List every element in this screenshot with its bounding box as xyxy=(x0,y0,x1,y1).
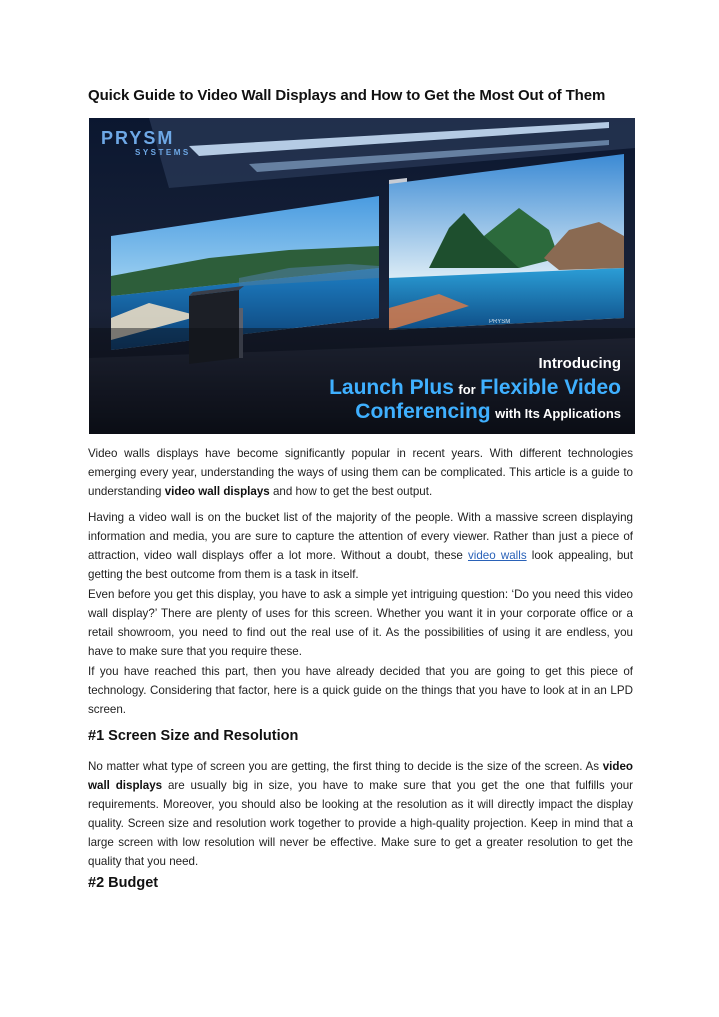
paragraph-bucket-list xyxy=(88,508,633,584)
promo-line-2 xyxy=(329,400,621,424)
prysm-logo xyxy=(101,128,191,157)
paragraph-quick-guide: If you have reached this part, then you have already decided that you are going to get this piece of technology. Considering that factor, here is a quick guide on the things that you have to look at in an LPD screen. xyxy=(88,665,633,716)
heading-budget: #2 Budget xyxy=(88,875,159,891)
paragraph-question: Even before you get this display, you have to ask a simple yet intriguing question: ‘Do you need this video wall display?’ There are plenty of uses for this screen. Whether you want it in your corporate office or a retail showroom, you need to find out the real use of it. As the possibilities of using it are endless, you have to make sure that you require these. xyxy=(88,588,633,658)
wall-watermark: PRYSM xyxy=(489,319,511,325)
promo-flexible-video: Flexible Video xyxy=(480,376,621,399)
promo-line-1 xyxy=(329,376,621,400)
document-title: Quick Guide to Video Wall Displays and How to Get the Most Out of Them xyxy=(88,87,606,104)
hero-image xyxy=(89,118,635,434)
paragraph-intro xyxy=(88,444,633,501)
logo-sub-text: SYSTEMS xyxy=(135,148,191,157)
promo-with-applications: with Its Applications xyxy=(495,406,621,421)
p1-bold-keyword: video wall displays xyxy=(164,485,270,498)
p1-text-1: Video walls displays have become significantly popular in recent years. With different technologies emerging every year, understanding the ways of using them can be complicated. This article is a guide to understanding xyxy=(88,447,633,498)
video-walls-link[interactable]: video walls xyxy=(467,549,527,562)
promo-intro: Introducing xyxy=(538,355,621,372)
promo-for: for xyxy=(458,382,476,397)
logo-main-text: PRYSM xyxy=(101,128,175,148)
p2-text-1: Having a video wall is on the bucket list of the majority of the people. With a massive screen displaying information and media, you are sure to capture the attention of every viewer. Rather than just a piece of attraction, video wall displays offer a lot more. Without a doubt, these xyxy=(88,511,633,562)
promo-banner xyxy=(329,355,621,424)
p5-text-1: No matter what type of screen you are getting, the first thing to decide is the size of the screen. As xyxy=(88,760,603,773)
p5-bold-keyword: video wall displays xyxy=(88,760,633,792)
p1-text-2: and how to get the best output. xyxy=(269,485,433,498)
promo-launch-plus: Launch Plus xyxy=(329,376,454,399)
heading-screen-size: #1 Screen Size and Resolution xyxy=(88,728,299,744)
paragraph-screen-size xyxy=(88,757,633,871)
p2-text-2: look appealing, but getting the best outcome from them is a task in itself. xyxy=(88,549,633,581)
promo-conferencing: Conferencing xyxy=(355,400,491,423)
p5-text-2: are usually big in size, you have to make sure that you get the one that fulfills your requirements. Moreover, you should also be looking at the resolution as it will directly impact the display quality. Screen size and resolution work together to provide a high-quality projection. Keep in mind that a large screen with low resolution will never be effective. Make sure to get a greater resolution to get the quality that you need. xyxy=(88,779,634,868)
